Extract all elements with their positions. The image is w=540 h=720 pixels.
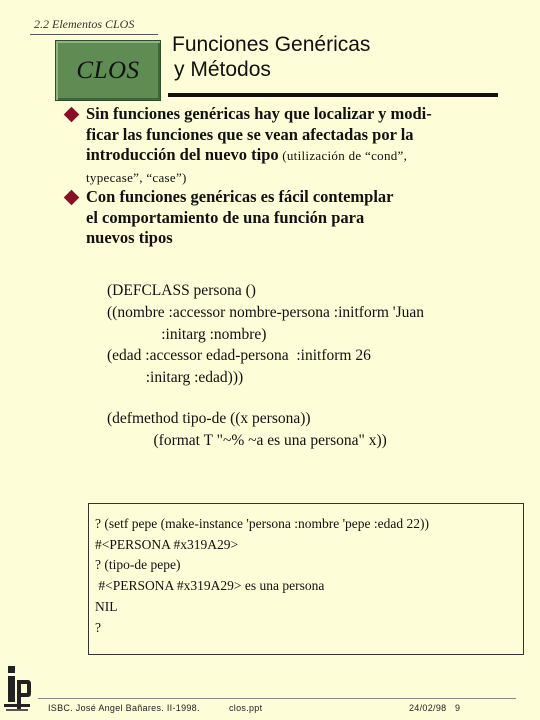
bullet-1-line1: Sin funciones genéricas hay que localizar y modi- xyxy=(86,104,432,123)
clos-logo-box xyxy=(55,40,161,101)
code-line: ((nombre :accessor nombre-persona :initform 'Juan xyxy=(107,303,424,321)
footer-file: clos.ppt xyxy=(229,703,263,713)
repl-line: ? (setf pepe (make-instance 'persona :nombre 'pepe :edad 22)) xyxy=(95,516,429,531)
bullet-2-line3: nuevos tipos xyxy=(86,228,173,247)
bullet-1-note-cont: typecase”, “case”) xyxy=(86,169,187,185)
bullet-1 xyxy=(66,104,486,188)
code-defclass xyxy=(107,280,507,389)
footer-date: 24/02/98 xyxy=(409,703,447,713)
code-line: :initarg :edad))) xyxy=(107,369,244,387)
bullet-2 xyxy=(66,187,486,249)
bullet-1-note: (utilización de “cond”, xyxy=(278,148,408,163)
slide-title-line2: y Métodos xyxy=(174,58,271,81)
repl-line: #<PERSONA #x319A29> es una persona xyxy=(95,578,325,594)
bullet-1-line2: ficar las funciones que se vean afectadas por la xyxy=(86,124,414,144)
repl-line: NIL xyxy=(95,598,118,614)
section-underline xyxy=(30,34,158,35)
code-line: :initarg :nombre) xyxy=(107,325,267,343)
repl-line: ? (tipo-de pepe) xyxy=(95,557,181,573)
title-rule xyxy=(168,93,498,97)
slide-title xyxy=(172,32,370,82)
slide-title-line1: Funciones Genéricas xyxy=(172,33,371,56)
repl-session-box xyxy=(88,503,524,655)
repl-line: ? xyxy=(95,619,101,635)
bullet-2-line1: Con funciones genéricas es fácil contemplar xyxy=(86,187,394,206)
code-line: (DEFCLASS persona () xyxy=(107,282,256,299)
bullet-1-line3: introducción del nuevo tipo xyxy=(86,145,279,164)
code-defmethod xyxy=(107,408,507,452)
institution-logo-icon xyxy=(2,660,32,716)
bullet-2-line2: el comportamiento de una función para xyxy=(86,207,365,227)
section-label: 2.2 Elementos CLOS xyxy=(34,17,135,31)
footer-page-number: 9 xyxy=(455,703,461,713)
footer-author: ISBC. José Angel Bañares. II-1998. xyxy=(48,703,200,713)
code-line: (format T "~% ~a es una persona" x)) xyxy=(107,431,387,449)
code-line: (edad :accessor edad-persona :initform 26 xyxy=(107,347,371,365)
code-line: (defmethod tipo-de ((x persona)) xyxy=(107,410,311,427)
clos-logo-text: CLOS xyxy=(76,56,140,84)
repl-line: #<PERSONA #x319A29> xyxy=(95,536,239,552)
footer-rule xyxy=(38,698,516,699)
